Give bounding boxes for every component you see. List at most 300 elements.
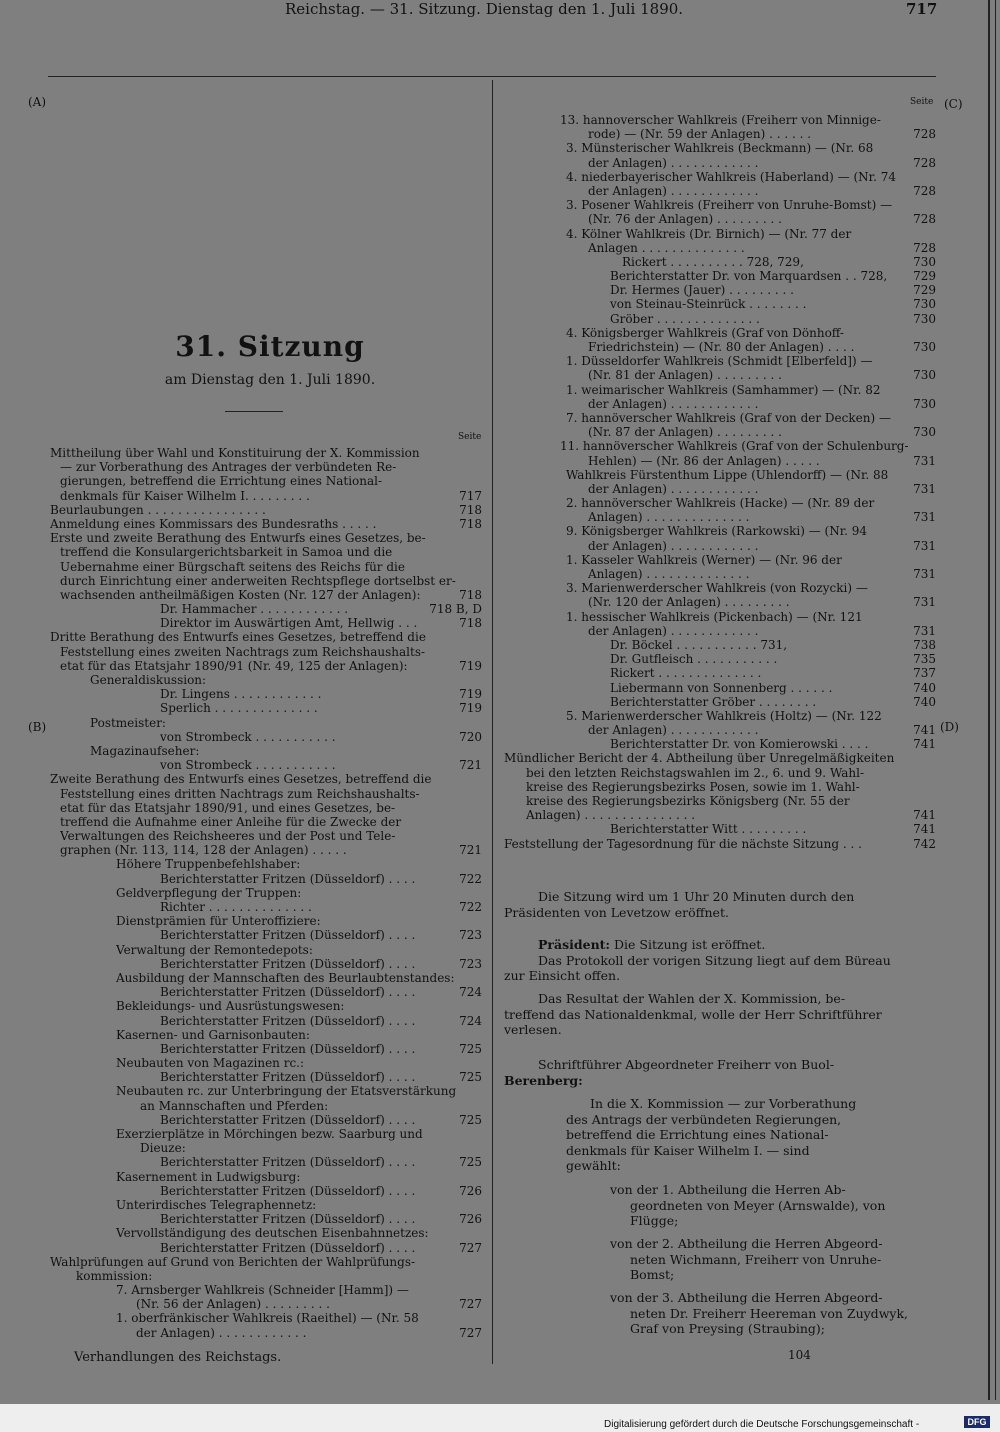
session-title: 31. Sitzung xyxy=(175,330,365,363)
toc-right-entry-page: 729 xyxy=(913,269,936,284)
toc-left-entry-text: Dienstprämien für Unteroffiziere: xyxy=(116,914,321,929)
toc-right-entry xyxy=(504,241,936,255)
toc-left-entry-page: 722 xyxy=(459,900,482,914)
toc-left-entry-text: an Mannschaften und Pferden: xyxy=(140,1098,329,1113)
toc-left-entry xyxy=(50,1170,482,1184)
toc-left-entry xyxy=(50,1241,482,1255)
toc-left-entry-text: Höhere Truppenbefehlshaber: xyxy=(116,857,301,872)
toc-right-entry xyxy=(504,269,936,283)
toc-left-entry xyxy=(50,446,482,460)
toc-right-entry-text: Anlagen) . . . . . . . . . . . . . . xyxy=(588,510,750,525)
toc-right-entry xyxy=(504,737,936,751)
toc-right-entry xyxy=(504,439,936,453)
toc-left-entry-text: Magazinaufseher: xyxy=(90,743,200,758)
margin-marker-d: (D) xyxy=(940,720,959,734)
department-1 xyxy=(610,1182,934,1229)
toc-left-entry-text: Kasernen- und Garnisonbauten: xyxy=(116,1027,310,1042)
page-header xyxy=(0,0,1000,22)
dfg-logo: DFG xyxy=(964,1416,990,1428)
toc-left-entry-page: 727 xyxy=(459,1240,482,1255)
toc-right-entry xyxy=(504,454,936,468)
toc-right-entry-text: Berichterstatter Witt . . . . . . . . . xyxy=(610,822,807,837)
toc-left-entry-text: Berichterstatter Fritzen (Düsseldorf) . . . . xyxy=(160,1041,416,1056)
toc-left-entry-page: 720 xyxy=(459,729,482,744)
toc-left-entry xyxy=(50,872,482,886)
toc-right-entry xyxy=(504,822,936,836)
toc-right-entry-text: 9. Königsberger Wahlkreis (Rarkowski) — (Nr. 94 xyxy=(566,524,868,539)
toc-left-entry-text: Uebernahme einer Bürgschaft seitens des Reichs für die xyxy=(60,559,405,574)
toc-left-entry-page: 721 xyxy=(459,843,482,858)
toc-left-entry xyxy=(50,1155,482,1169)
result-line-2: treffend das Nationaldenkmal, wolle der Herr Schriftführer xyxy=(504,1006,882,1022)
toc-left-entry-text: Richter . . . . . . . . . . . . . . xyxy=(160,900,312,914)
toc-left-entry-page: 718 B, D xyxy=(429,602,482,617)
toc-left-entry-page: 726 xyxy=(459,1212,482,1227)
toc-left-entry xyxy=(50,999,482,1013)
department-3-line-1: von der 3. Abtheilung die Herren Abgeord- xyxy=(610,1290,883,1305)
toc-left-entry-text: etat für das Etatsjahr 1890/91 (Nr. 49, 125 der Anlagen): xyxy=(60,658,408,673)
toc-right-entry-text: 11. hannöverscher Wahlkreis (Graf von der Schulenburg- xyxy=(560,439,909,454)
column-divider xyxy=(492,80,493,1364)
toc-right-entry-page: 740 xyxy=(913,694,936,709)
toc-right-entry xyxy=(504,141,936,155)
department-2-line-3: Bomst; xyxy=(630,1267,675,1283)
toc-left-entry xyxy=(50,801,482,815)
session-subtitle: am Dienstag den 1. Juli 1890. xyxy=(164,372,376,388)
toc-right-entry xyxy=(504,709,936,723)
president-paragraph xyxy=(504,937,934,984)
protocol-line-1: Das Protokoll der vorigen Sitzung liegt auf dem Büreau xyxy=(538,952,891,968)
toc-right-entry xyxy=(504,567,936,581)
toc-right-entry xyxy=(504,198,936,212)
toc-right-entry-text: der Anlagen) . . . . . . . . . . . . xyxy=(588,481,759,496)
toc-right-entry-page: 741 xyxy=(913,737,936,752)
toc-right-entry xyxy=(504,780,936,794)
toc-left-entry xyxy=(50,1212,482,1226)
seite-label-right: Seite xyxy=(910,97,934,107)
toc-right-entry-page: 737 xyxy=(913,666,936,681)
toc-left-entry-text: von Strombeck . . . . . . . . . . . xyxy=(160,758,336,773)
commission-line-4: denkmals für Kaiser Wilhelm I. — sind xyxy=(566,1142,810,1158)
toc-right-entry-page: 731 xyxy=(913,538,936,553)
toc-left-entry xyxy=(50,971,482,985)
toc-right-entry-text: Dr. Gutfleisch . . . . . . . . . . . xyxy=(610,652,778,667)
signature-number: 104 xyxy=(788,1348,811,1362)
toc-left-entry-text: Dr. Hammacher . . . . . . . . . . . . xyxy=(160,602,349,617)
toc-left-entry xyxy=(50,1326,482,1340)
toc-left-entry xyxy=(50,1198,482,1212)
header-page-number: 717 xyxy=(906,0,938,18)
toc-left-entry-text: kommission: xyxy=(76,1268,153,1283)
toc-right-entry-page: 731 xyxy=(913,595,936,610)
toc-right-entry-text: der Anlagen) . . . . . . . . . . . . xyxy=(588,623,759,638)
toc-left-entry-text: Postmeister: xyxy=(90,715,166,730)
toc-left-entry-text: Wahlprüfungen auf Grund von Berichten der Wahlprüfungs- xyxy=(50,1254,416,1269)
toc-right-entry-page: 730 xyxy=(913,396,936,411)
toc-left-entry-page: 724 xyxy=(459,1013,482,1028)
toc-left-entry xyxy=(50,758,482,772)
toc-left-entry-text: Berichterstatter Fritzen (Düsseldorf) . . . . xyxy=(160,1070,416,1085)
toc-left-entry-text: treffend die Konsulargerichtsbarkeit in Samoa und die xyxy=(60,545,393,560)
toc-left-entry xyxy=(50,1099,482,1113)
toc-left-entry xyxy=(50,730,482,744)
toc-left-entry xyxy=(50,914,482,928)
toc-right-entry xyxy=(504,383,936,397)
toc-right-entry-page: 740 xyxy=(913,680,936,695)
toc-right-entry-text: 7. hannöverscher Wahlkreis (Graf von der Decken) — xyxy=(566,410,891,425)
commission-paragraph xyxy=(566,1096,934,1174)
toc-left-entry xyxy=(50,560,482,574)
toc-right-entry xyxy=(504,808,936,822)
toc-left-entry-text: Berichterstatter Fritzen (Düsseldorf) . . . . xyxy=(160,1112,416,1127)
toc-left-entry xyxy=(50,1255,482,1269)
toc-right-entry xyxy=(504,340,936,354)
toc-left-entry xyxy=(50,744,482,758)
opening-paragraph xyxy=(504,889,934,920)
toc-left-entry xyxy=(50,843,482,857)
toc-left-entry xyxy=(50,460,482,474)
toc-right-entry-page: 729 xyxy=(913,283,936,298)
toc-right-entry-text: der Anlagen) . . . . . . . . . . . . xyxy=(588,396,759,411)
toc-right-entry xyxy=(504,184,936,198)
commission-line-1: In die X. Kommission — zur Vorberathung xyxy=(590,1096,857,1111)
toc-left-entry-page: 718 xyxy=(459,587,482,602)
toc-left-entry-text: Direktor im Auswärtigen Amt, Hellwig . . . xyxy=(160,616,418,631)
toc-right-entry-page: 728 xyxy=(913,212,936,227)
margin-marker-a: (A) xyxy=(28,95,47,109)
department-2-line-2: neten Wichmann, Freiherr von Unruhe- xyxy=(630,1251,882,1267)
toc-right-entry xyxy=(504,326,936,340)
department-3-line-2: neten Dr. Freiherr Heereman von Zuydwyk, xyxy=(630,1305,908,1321)
toc-right-entry-text: Dr. Böckel . . . . . . . . . . . 731, xyxy=(610,637,788,652)
toc-left-entry-text: Feststellung eines zweiten Nachtrags zum Reichshaushalts- xyxy=(60,644,426,659)
header-rule xyxy=(48,76,936,77)
department-2 xyxy=(610,1236,934,1283)
toc-right-entry xyxy=(504,837,936,851)
toc-right-entry-text: Feststellung der Tagesordnung für die nächste Sitzung . . . xyxy=(504,836,862,851)
toc-left-entry-page: 727 xyxy=(459,1325,482,1340)
toc-right-entry-text: 1. Kasseler Wahlkreis (Werner) — (Nr. 96 der xyxy=(566,552,842,567)
toc-left-entry-text: — zur Vorberathung des Antrages der verbündeten Re- xyxy=(60,460,397,475)
toc-right-entry xyxy=(504,411,936,425)
toc-right-entry xyxy=(504,496,936,510)
department-2-line-1: von der 2. Abtheilung die Herren Abgeord- xyxy=(610,1236,883,1251)
toc-right-entry xyxy=(504,113,936,127)
toc-left-entry xyxy=(50,701,482,715)
toc-left-entry-text: Mittheilung über Wahl und Konstituirung der X. Kommission xyxy=(50,446,420,460)
margin-marker-b: (B) xyxy=(28,720,47,734)
toc-right-entry xyxy=(504,425,936,439)
toc-right-entry xyxy=(504,681,936,695)
toc-left-entry-text: Ausbildung der Mannschaften des Beurlaubtenstandes: xyxy=(116,970,455,985)
toc-left-entry-text: Bekleidungs- und Ausrüstungswesen: xyxy=(116,999,345,1014)
scan-edge xyxy=(988,0,990,1400)
toc-left-entry-text: Exerzierplätze in Mörchingen bezw. Saarburg und xyxy=(116,1127,423,1141)
toc-right-entry xyxy=(504,666,936,680)
header-title: Reichstag. — 31. Sitzung. Dienstag den 1. Juli 1890. xyxy=(285,0,684,18)
toc-left-entry-text: wachsenden antheilmäßigen Kosten (Nr. 127 der Anlagen): xyxy=(60,587,421,602)
toc-right-entry-text: 3. Marienwerderscher Wahlkreis (von Rozycki) — xyxy=(566,581,868,596)
toc-right-entry xyxy=(504,595,936,609)
toc-left-entry-text: Generaldiskussion: xyxy=(90,673,207,687)
seite-label-left: Seite xyxy=(458,432,482,442)
protocol-line-2: zur Einsicht offen. xyxy=(504,968,621,984)
toc-right-entry-page: 730 xyxy=(913,368,936,383)
toc-right-entry-text: Wahlkreis Fürstenthum Lippe (Uhlendorff) — (Nr. 88 xyxy=(566,467,889,482)
toc-right-entry-text: kreise des Regierungsbezirks Posen, sowie im 1. Wahl- xyxy=(526,779,860,794)
toc-left-entry xyxy=(50,829,482,843)
commission-line-5: gewählt: xyxy=(566,1158,621,1174)
toc-left-entry xyxy=(50,1141,482,1155)
toc-left-entry xyxy=(50,574,482,588)
toc-right-entry xyxy=(504,297,936,311)
toc-left-entry xyxy=(50,815,482,829)
toc-right-entry-text: 5. Marienwerderscher Wahlkreis (Holtz) — (Nr. 122 xyxy=(566,708,882,723)
toc-right-entry-text: 3. Posener Wahlkreis (Freiherr von Unruhe-Bomst) — xyxy=(566,198,893,213)
toc-right-entry-text: von Steinau-Steinrück . . . . . . . . xyxy=(610,297,807,312)
toc-left-entry-page: 725 xyxy=(459,1112,482,1127)
toc-right-entry-page: 741 xyxy=(913,822,936,837)
toc-left-entry xyxy=(50,531,482,545)
toc-right-entry-page: 731 xyxy=(913,510,936,525)
result-paragraph xyxy=(504,991,934,1038)
toc-left-entry-text: Berichterstatter Fritzen (Düsseldorf) . . . . xyxy=(160,985,416,1000)
dfg-credit-text: Digitalisierung gefördert durch die Deutsche Forschungsgemeinschaft - xyxy=(604,1419,920,1430)
result-line-3: verlesen. xyxy=(504,1022,562,1038)
toc-right-entry-text: rode) — (Nr. 59 der Anlagen) . . . . . . xyxy=(588,127,812,142)
toc-right-entry-page: 730 xyxy=(913,340,936,354)
toc-left-entry-page: 718 xyxy=(459,516,482,531)
toc-left-entry xyxy=(50,659,482,673)
toc-right-entry-page: 728 xyxy=(913,155,936,170)
toc-right-entry-page: 728 xyxy=(913,240,936,255)
toc-right-entry-text: der Anlagen) . . . . . . . . . . . . xyxy=(588,155,759,170)
toc-right-entry-text: 1. Düsseldorfer Wahlkreis (Schmidt [Elberfeld]) — xyxy=(566,354,873,369)
toc-right-entry-page: 728 xyxy=(913,183,936,198)
toc-right-entry-page: 731 xyxy=(913,481,936,496)
toc-left-entry-text: Kasernement in Ludwigsburg: xyxy=(116,1169,301,1184)
toc-right-entry-text: (Nr. 87 der Anlagen) . . . . . . . . . xyxy=(588,425,782,440)
toc-left-entry-text: Erste und zweite Berathung des Entwurfs eines Gesetzes, be- xyxy=(50,531,426,546)
toc-left-entry xyxy=(50,616,482,630)
toc-right-entry xyxy=(504,581,936,595)
toc-right-entry-text: Berichterstatter Dr. von Marquardsen . . 728, xyxy=(610,269,888,284)
toc-left-entry-text: Unterirdisches Telegraphennetz: xyxy=(116,1197,317,1212)
toc-right-entry xyxy=(504,794,936,808)
toc-right-entry xyxy=(504,127,936,141)
toc-right-entry-text: der Anlagen) . . . . . . . . . . . . xyxy=(588,183,759,198)
toc-left-entry-text: Verwaltungen des Reichsheeres und der Post und Tele- xyxy=(60,829,396,844)
toc-right-entry-text: Hehlen) — (Nr. 86 der Anlagen) . . . . . xyxy=(588,453,820,468)
toc-left-entry xyxy=(50,985,482,999)
toc-left-entry-text: durch Einrichtung einer anderweiten Rechtspflege dortselbst er- xyxy=(60,573,456,588)
toc-left-entry xyxy=(50,1184,482,1198)
secretary-paragraph xyxy=(504,1057,934,1088)
result-line-1: Das Resultat der Wahlen der X. Kommission, be- xyxy=(538,991,846,1006)
toc-right-entry-page: 730 xyxy=(913,297,936,312)
toc-left-entry-text: Beurlaubungen . . . . . . . . . . . . . . . . xyxy=(50,502,266,517)
toc-right-entry-page: 730 xyxy=(913,254,936,269)
toc-left-entry-page: 723 xyxy=(459,928,482,943)
toc-left-column xyxy=(50,446,482,1340)
toc-left-entry xyxy=(50,857,482,871)
toc-left-entry xyxy=(50,489,482,503)
toc-left-entry-text: Dr. Lingens . . . . . . . . . . . . xyxy=(160,687,322,702)
toc-left-entry xyxy=(50,474,482,488)
toc-left-entry-text: treffend die Aufnahme einer Anleihe für die Zwecke der xyxy=(60,814,402,829)
toc-right-entry-text: Berichterstatter Dr. von Komierowski . . . . xyxy=(610,737,869,752)
toc-left-entry-page: 724 xyxy=(459,985,482,1000)
toc-right-entry-text: Rickert . . . . . . . . . . . . . . xyxy=(610,666,762,681)
toc-left-entry-text: gierungen, betreffend die Errichtung eines National- xyxy=(60,474,383,489)
commission-line-2: des Antrags der verbündeten Regierungen, xyxy=(566,1111,842,1127)
toc-left-entry-text: Berichterstatter Fritzen (Düsseldorf) . . . . xyxy=(160,1013,416,1028)
toc-right-entry-text: der Anlagen) . . . . . . . . . . . . xyxy=(588,538,759,553)
department-1-line-1: von der 1. Abtheilung die Herren Ab- xyxy=(610,1182,846,1197)
toc-right-entry xyxy=(504,227,936,241)
toc-left-entry xyxy=(50,1226,482,1240)
toc-left-entry-text: 7. Arnsberger Wahlkreis (Schneider [Hamm]) — xyxy=(116,1283,409,1298)
toc-left-entry-text: Anmeldung eines Kommissars des Bundesraths . . . . . xyxy=(50,516,377,531)
toc-right-entry xyxy=(504,766,936,780)
toc-left-entry xyxy=(50,900,482,914)
toc-left-entry-page: 718 xyxy=(459,616,482,631)
toc-right-entry-text: Rickert . . . . . . . . . . 728, 729, xyxy=(622,254,804,269)
department-1-line-3: Flügge; xyxy=(630,1213,679,1229)
toc-left-entry-text: Berichterstatter Fritzen (Düsseldorf) . . . . xyxy=(160,871,416,886)
toc-left-entry-text: etat für das Etatsjahr 1890/91, und eines Gesetzes, be- xyxy=(60,800,396,815)
toc-right-entry-text: 13. hannoverscher Wahlkreis (Freiherr von Minnige- xyxy=(560,113,881,127)
toc-left-entry xyxy=(50,630,482,644)
toc-left-entry-text: Berichterstatter Fritzen (Düsseldorf) . . . . xyxy=(160,1183,416,1198)
toc-right-entry-text: 4. niederbayerischer Wahlkreis (Haberland) — (Nr. 74 xyxy=(566,169,896,184)
toc-left-entry-page: 717 xyxy=(459,488,482,503)
toc-right-entry-text: kreise des Regierungsbezirks Königsberg (Nr. 55 der xyxy=(526,794,850,808)
toc-right-entry-page: 730 xyxy=(913,425,936,440)
toc-right-entry xyxy=(504,723,936,737)
toc-left-entry xyxy=(50,588,482,602)
toc-left-entry-text: Sperlich . . . . . . . . . . . . . . xyxy=(160,701,318,716)
toc-left-entry xyxy=(50,545,482,559)
toc-right-entry-page: 731 xyxy=(913,567,936,581)
toc-right-entry xyxy=(504,354,936,368)
toc-right-entry xyxy=(504,368,936,382)
toc-left-entry-page: 725 xyxy=(459,1041,482,1056)
toc-left-entry xyxy=(50,503,482,517)
toc-right-entry xyxy=(504,468,936,482)
opening-line-1: Die Sitzung wird um 1 Uhr 20 Minuten durch den xyxy=(538,889,855,904)
president-text: Die Sitzung ist eröffnet. xyxy=(614,937,766,952)
department-3-line-3: Graf von Preysing (Straubing); xyxy=(630,1321,825,1337)
toc-right-entry-page: 741 xyxy=(913,808,936,823)
toc-right-entry-text: Dr. Hermes (Jauer) . . . . . . . . . xyxy=(610,283,794,298)
toc-right-entry-page: 741 xyxy=(913,723,936,738)
toc-left-entry xyxy=(50,1127,482,1141)
toc-left-entry-page: 718 xyxy=(459,502,482,517)
toc-right-entry-text: 1. hessischer Wahlkreis (Pickenbach) — (Nr. 121 xyxy=(566,609,863,624)
toc-right-entry-page: 728 xyxy=(913,127,936,142)
toc-right-entry-text: Friedrichstein) — (Nr. 80 der Anlagen) . . . . xyxy=(588,340,855,354)
toc-left-entry xyxy=(50,602,482,616)
secretary-line-2: Berenberg: xyxy=(504,1072,583,1088)
toc-left-entry-text: Feststellung eines dritten Nachtrags zum Reichshaushalts- xyxy=(60,786,420,801)
toc-right-entry-text: Mündlicher Bericht der 4. Abtheilung über Unregelmäßigkeiten xyxy=(504,751,895,766)
toc-left-entry xyxy=(50,687,482,701)
toc-right-entry-text: Anlagen . . . . . . . . . . . . . . xyxy=(588,240,745,255)
toc-right-entry xyxy=(504,156,936,170)
toc-left-entry xyxy=(50,1056,482,1070)
toc-left-entry-text: (Nr. 56 der Anlagen) . . . . . . . . . xyxy=(136,1297,330,1312)
toc-left-entry-text: der Anlagen) . . . . . . . . . . . . xyxy=(136,1325,307,1340)
toc-right-entry xyxy=(504,524,936,538)
toc-left-entry-text: Dritte Berathung des Entwurfs eines Gesetzes, betreffend die xyxy=(50,630,426,645)
toc-left-entry xyxy=(50,673,482,687)
toc-right-entry-text: Liebermann von Sonnenberg . . . . . . xyxy=(610,680,833,695)
toc-right-entry-text: (Nr. 120 der Anlagen) . . . . . . . . . xyxy=(588,595,790,610)
toc-left-entry xyxy=(50,943,482,957)
scan-edge-thin xyxy=(995,0,996,1400)
toc-right-entry-text: 2. hannöverscher Wahlkreis (Hacke) — (Nr. 89 der xyxy=(566,496,875,511)
toc-right-entry xyxy=(504,751,936,765)
toc-left-entry-text: Berichterstatter Fritzen (Düsseldorf) . . . . xyxy=(160,1155,416,1170)
toc-right-entry-text: Berichterstatter Gröber . . . . . . . . xyxy=(610,694,817,709)
toc-right-entry-page: 731 xyxy=(913,623,936,638)
toc-left-entry-text: Zweite Berathung des Entwurfs eines Gesetzes, betreffend die xyxy=(50,772,432,787)
toc-right-entry-text: Anlagen) . . . . . . . . . . . . . . xyxy=(588,567,750,581)
toc-left-entry-page: 725 xyxy=(459,1070,482,1085)
toc-right-entry-page: 738 xyxy=(913,637,936,652)
toc-right-entry xyxy=(504,510,936,524)
toc-left-entry-text: Berichterstatter Fritzen (Düsseldorf) . . . . xyxy=(160,928,416,943)
president-label: Präsident: xyxy=(538,937,611,952)
toc-right-entry-page: 731 xyxy=(913,453,936,468)
toc-left-entry xyxy=(50,957,482,971)
toc-left-entry-text: von Strombeck . . . . . . . . . . . xyxy=(160,729,336,744)
toc-left-entry-text: Verwaltung der Remontedepots: xyxy=(116,942,313,957)
toc-right-entry xyxy=(504,638,936,652)
toc-left-entry-page: 719 xyxy=(459,701,482,716)
toc-left-entry-page: 723 xyxy=(459,956,482,971)
toc-left-entry-page: 719 xyxy=(459,658,482,673)
toc-left-entry xyxy=(50,1283,482,1297)
toc-left-entry-text: denkmals für Kaiser Wilhelm I. . . . . . . . . xyxy=(60,488,310,503)
department-1-line-2: geordneten von Meyer (Arnswalde), von xyxy=(630,1197,886,1213)
toc-left-entry xyxy=(50,1269,482,1283)
toc-left-entry-page: 727 xyxy=(459,1297,482,1312)
toc-right-entry xyxy=(504,255,936,269)
toc-right-entry xyxy=(504,652,936,666)
toc-left-entry-page: 726 xyxy=(459,1183,482,1198)
toc-right-entry-text: Anlagen) . . . . . . . . . . . . . . . xyxy=(526,808,696,823)
toc-left-entry xyxy=(50,1042,482,1056)
toc-right-column xyxy=(504,113,936,851)
toc-left-entry-text: Neubauten rc. zur Unterbringung der Etatsverstärkung xyxy=(116,1084,457,1099)
toc-right-entry xyxy=(504,212,936,226)
toc-right-entry xyxy=(504,482,936,496)
toc-right-entry-text: der Anlagen) . . . . . . . . . . . . xyxy=(588,723,759,738)
toc-left-entry-text: Berichterstatter Fritzen (Düsseldorf) . . . . xyxy=(160,1212,416,1227)
toc-left-entry xyxy=(50,517,482,531)
toc-right-entry-page: 735 xyxy=(913,652,936,667)
toc-right-entry xyxy=(504,397,936,411)
toc-right-entry xyxy=(504,695,936,709)
toc-left-entry xyxy=(50,1028,482,1042)
toc-left-entry-text: Geldverpflegung der Truppen: xyxy=(116,885,302,900)
toc-right-entry-text: 1. weimarischer Wahlkreis (Samhammer) — (Nr. 82 xyxy=(566,382,881,397)
toc-right-entry xyxy=(504,553,936,567)
toc-left-entry-text: 1. oberfränkischer Wahlkreis (Raeithel) — (Nr. 58 xyxy=(116,1311,419,1326)
toc-left-entry xyxy=(50,1297,482,1311)
